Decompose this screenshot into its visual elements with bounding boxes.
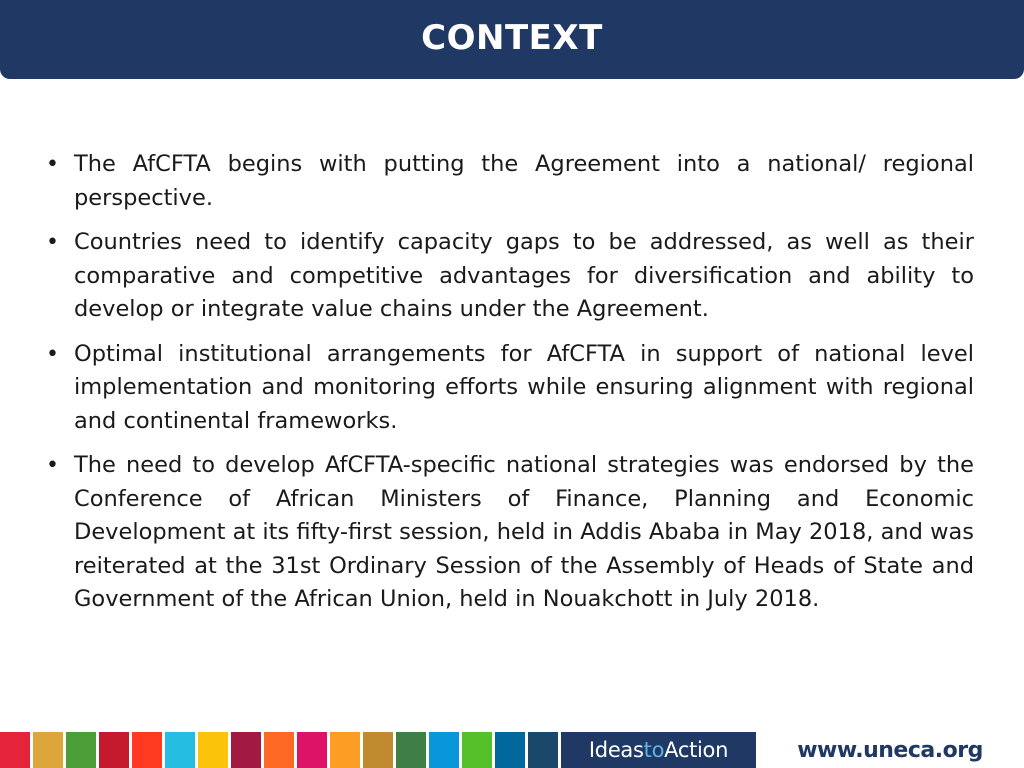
bullet-icon: •	[46, 230, 59, 255]
sdg-color-block	[165, 732, 195, 768]
website-link[interactable]: www.uneca.org	[797, 737, 983, 763]
slide-title: CONTEXT	[421, 17, 603, 58]
bullet-icon: •	[46, 341, 59, 367]
bullet-list	[46, 148, 974, 628]
sdg-color-block	[363, 732, 393, 768]
sdg-color-block	[495, 732, 525, 768]
sdg-color-block	[99, 732, 129, 768]
bullet-icon: •	[46, 453, 59, 478]
sdg-color-block	[66, 732, 96, 768]
sdg-color-block	[33, 732, 63, 768]
sdg-color-strip	[0, 732, 558, 768]
sdg-color-block	[330, 732, 360, 768]
logo-word-ideas: Ideas	[588, 738, 644, 762]
sdg-color-block	[132, 732, 162, 768]
sdg-color-block	[462, 732, 492, 768]
bullet-text: The AfCFTA begins with putting the Agreement into a national/ regional perspective.	[74, 151, 974, 211]
bullet-text: The need to develop AfCFTA-specific national strategies was endorsed by the Conference of African Ministers of Finance, Planning and Economic Development at its fifty-first session, held in Addis Ababa in May 2018, and was reiterated at the 31st Ordinary Session of the Assembly of Heads of State and Government of the African Union, held in Nouakchott in July 2018.	[74, 452, 974, 612]
bullet-text: Countries need to identify capacity gaps to be addressed, as well as their comparative and competitive advantages for diversification and ability to develop or integrate value chains under the Agreement.	[74, 229, 974, 322]
bullet-item	[46, 148, 974, 215]
bullet-item	[46, 338, 974, 439]
bullet-item	[46, 449, 974, 617]
footer	[0, 732, 1024, 768]
sdg-color-block	[231, 732, 261, 768]
sdg-color-block	[429, 732, 459, 768]
sdg-color-block	[0, 732, 30, 768]
logo-word-to: to	[643, 738, 665, 762]
logo-word-action: Action	[664, 738, 729, 762]
title-bar	[0, 0, 1024, 79]
bullet-text: Optimal institutional arrangements for AfCFTA in support of national level implementation and monitoring efforts while ensuring alignment with regional and continental frameworks.	[74, 340, 974, 434]
sdg-color-block	[264, 732, 294, 768]
sdg-color-block	[528, 732, 558, 768]
bullet-item	[46, 226, 974, 327]
sdg-color-block	[297, 732, 327, 768]
sdg-color-block	[198, 732, 228, 768]
sdg-color-block	[396, 732, 426, 768]
bullet-icon: •	[46, 152, 59, 177]
ideas-to-action-logo	[561, 732, 756, 768]
